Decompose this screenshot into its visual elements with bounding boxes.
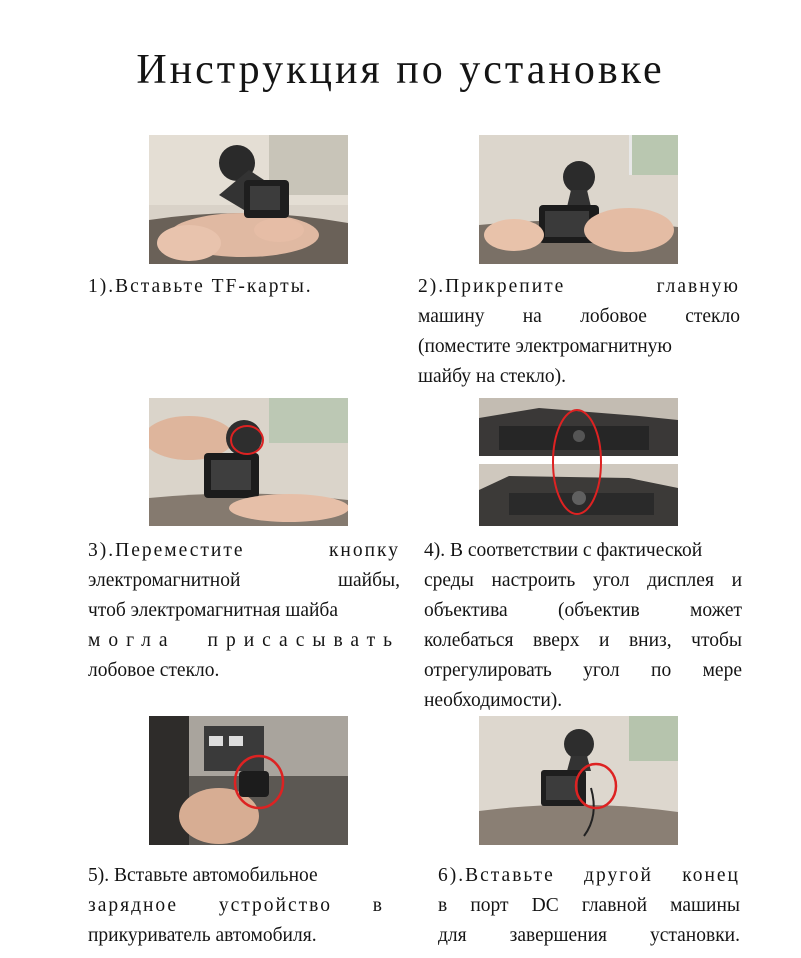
step-5-line-1: 5). Вставьте автомобильное (88, 865, 318, 886)
step-4-caption (424, 536, 742, 716)
step-4-line-5: отрегулировать угол по мере (424, 660, 742, 681)
step-5-line-3: прикуриватель автомобиля. (88, 925, 317, 946)
step-1-image (149, 135, 348, 264)
step-5-caption (88, 861, 384, 951)
step-6-photo (479, 716, 678, 845)
step-1-photo (149, 135, 348, 264)
step-4-line-2: среды настроить угол дисплея и (424, 570, 742, 591)
step-3-line-2: электромагнитной шайбы, (88, 570, 400, 591)
step-6-line-3: для завершения установки. (438, 925, 740, 946)
step-4-image (479, 398, 678, 526)
step-4-line-1: 4). В соответствии с фактической (424, 540, 703, 561)
step-3-photo (149, 398, 348, 526)
step-2-line-2: машину на лобовое стекло (418, 306, 740, 327)
step-6-caption (438, 861, 740, 951)
step-2-image (479, 135, 678, 264)
step-2-photo (479, 135, 678, 264)
step-5-line-2: зарядное устройство в (88, 895, 384, 916)
step-5-image (149, 716, 348, 845)
step-1-line-1: 1).Вставьте TF-карты. (88, 276, 313, 297)
step-5-photo (149, 716, 348, 845)
step-3-line-5: лобовое стекло. (88, 660, 220, 681)
step-3-image (149, 398, 348, 526)
page-title: Инструкция по установке (136, 47, 665, 93)
step-3-line-1: 3).Переместите кнопку (88, 540, 400, 561)
step-3-line-4: могла присасывать (88, 630, 400, 651)
step-6-line-1: 6).Вставьте другой конец (438, 865, 740, 886)
step-6-image (479, 716, 678, 845)
step-3-line-3: чтоб электромагнитная шайба (88, 600, 338, 621)
step-2-line-4: шайбу на стекло). (418, 366, 567, 387)
step-6-line-2: в порт DC главной машины (438, 895, 740, 916)
step-4-line-3: объектива (объектив может (424, 600, 742, 621)
step-2-line-1: 2).Прикрепите главную (418, 276, 740, 297)
step-4-line-4: колебаться вверх и вниз, чтобы (424, 630, 742, 651)
step-2-caption (418, 272, 740, 392)
step-2-line-3: (поместите электромагнитную (418, 336, 672, 357)
step-3-caption (88, 536, 400, 686)
step-1-caption (88, 272, 378, 302)
step-4-photo (479, 398, 678, 526)
step-4-line-6: необходимости). (424, 690, 563, 711)
